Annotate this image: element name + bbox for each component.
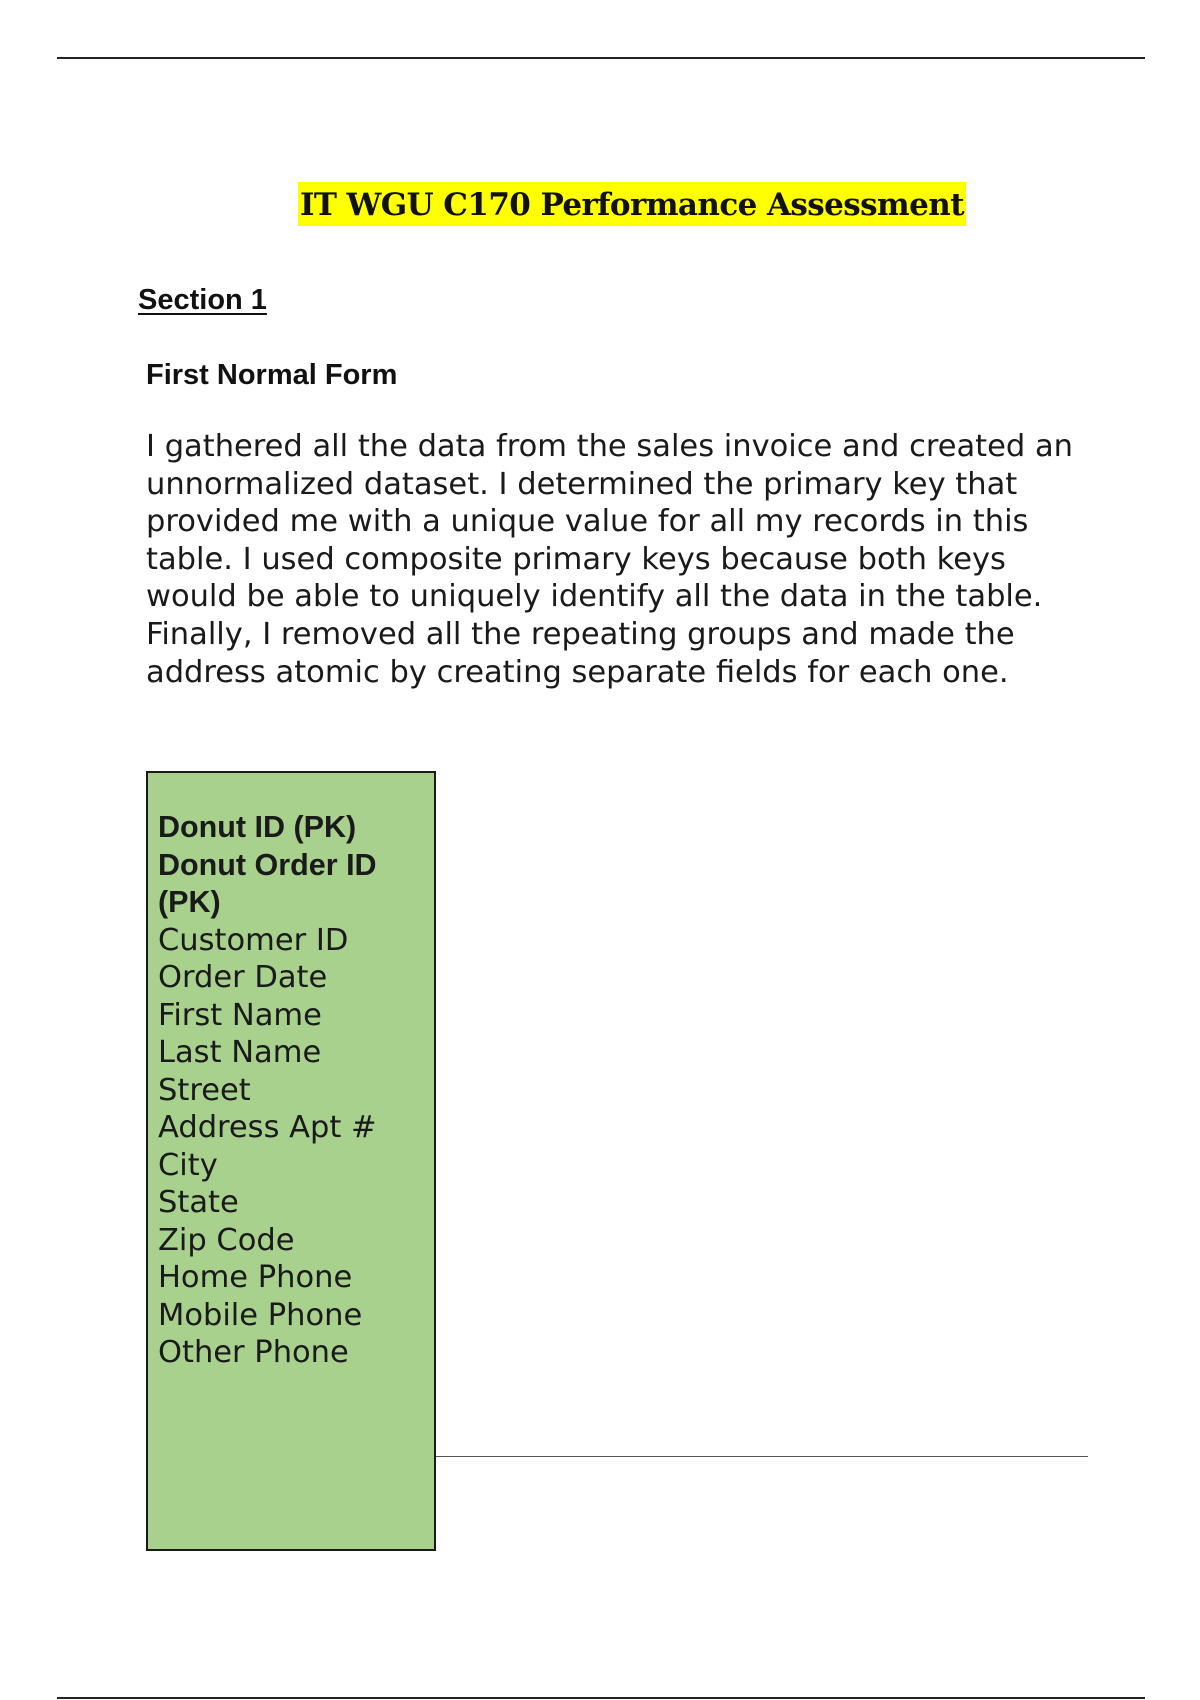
section-heading: Section 1 xyxy=(138,284,267,316)
primary-key-field: Donut ID (PK) xyxy=(158,810,357,844)
primary-key-field: Donut Order ID (PK) xyxy=(158,847,377,919)
entity-field: Customer ID xyxy=(158,922,349,958)
entity-field: Other Phone xyxy=(158,1335,349,1370)
entity-table-box xyxy=(146,771,436,1551)
normal-form-heading: First Normal Form xyxy=(146,359,398,391)
entity-field: Order Date xyxy=(158,960,328,995)
page-bottom-rule xyxy=(57,1697,1145,1699)
body-paragraph: I gathered all the data from the sales invoice and created an unnormalized dataset. I determined the primary key that provided me with a unique value for all my records in this table. I used composite primary keys because both keys would be able to uniquely identify all the data in the table. Finally, I removed all the repeating groups and made the address atomic by creating separate fields for each one. xyxy=(146,429,1073,690)
entity-field: Address Apt # xyxy=(158,1110,377,1145)
entity-field: State xyxy=(158,1185,239,1220)
document-title: IT WGU C170 Performance Assessment xyxy=(298,182,966,226)
page-top-rule xyxy=(57,57,1145,59)
entity-field: First Name xyxy=(158,997,322,1033)
entity-field: Zip Code xyxy=(158,1222,295,1258)
entity-field: Last Name xyxy=(158,1035,322,1070)
entity-field: Mobile Phone xyxy=(158,1297,363,1333)
entity-field-list xyxy=(148,773,403,1372)
entity-field: Street xyxy=(158,1072,251,1108)
connector-line xyxy=(436,1456,1088,1457)
entity-field: Home Phone xyxy=(158,1260,353,1295)
entity-field: City xyxy=(158,1147,218,1183)
